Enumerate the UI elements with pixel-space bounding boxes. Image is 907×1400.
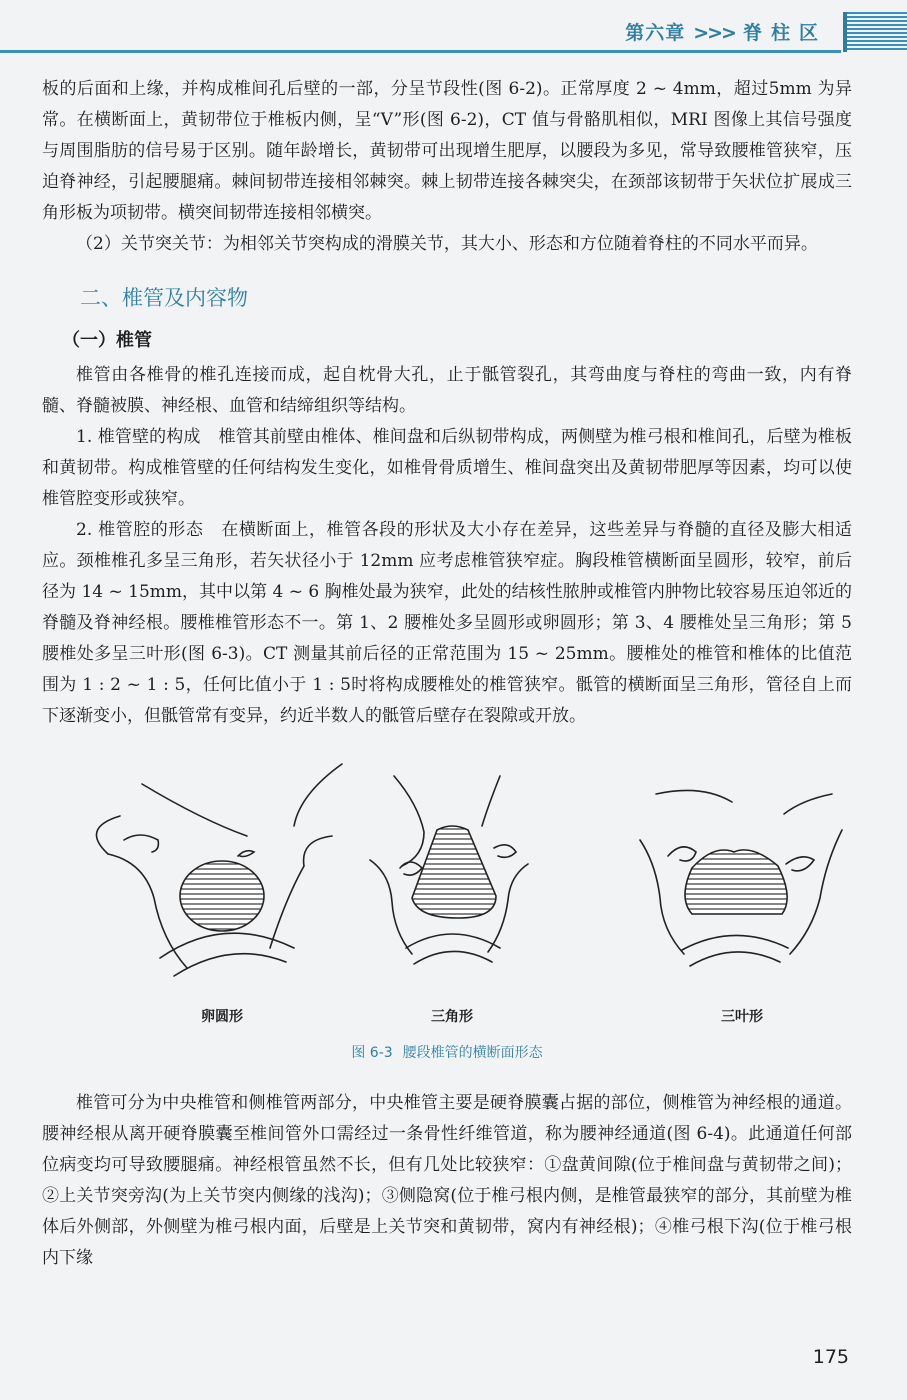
chapter-label: 第六章: [625, 22, 686, 44]
trefoil-canal-diagram: [640, 790, 842, 966]
oval-canal-diagram: [96, 764, 342, 976]
caption-number: 图 6-3: [351, 1045, 393, 1061]
header-arrows-icon: >>>: [693, 22, 735, 44]
item-1-text: 椎管其前壁由椎体、椎间盘和后纵韧带构成，两侧壁为椎弓根和椎间孔，后壁为椎板和黄韧带。构成椎管壁的任何结构发生变化，如椎骨骨质增生、椎间盘突出及黄韧带肥厚等因素，均可以使椎管腔变形或狭窄。: [42, 427, 852, 509]
label-trefoil: 三叶形: [721, 1009, 763, 1025]
header-title: [625, 18, 827, 45]
figure-6-3: [42, 748, 852, 1061]
subsection-heading: （一）椎管: [62, 330, 152, 351]
caption-text: 腰段椎管的横断面形态: [402, 1045, 543, 1061]
page-number: 175: [812, 1346, 849, 1368]
item-1-title: 1. 椎管壁的构成: [76, 427, 201, 447]
paragraph-lateral-canal: 椎管可分为中央椎管和侧椎管两部分，中央椎管主要是硬脊膜囊占据的部位，侧椎管为神经根的通道。腰神经根从离开硬脊膜囊至椎间管外口需经过一条骨性纤维管道，称为腰神经通道(图 6-4)。此通道任何部位病变均可导致腰腿痛。神经根管虽然不长，但有几处比较狭窄：①盘黄间隙(位于椎间盘与黄韧带之间)；②上关节突旁沟(为上关节突内侧缘的浅沟)；③侧隐窝(位于椎弓根内侧，是椎管最狭窄的部分，其前壁为椎体后外侧部，外侧壁为椎弓根内面，后壁是上关节突和黄韧带，窝内有神经根)；④椎弓根下沟(位于椎弓根内下缘: [42, 1093, 852, 1268]
item-2-title: 2. 椎管腔的形态: [76, 520, 204, 540]
label-triangle: 三角形: [431, 1009, 473, 1025]
header-stripes-decoration: [847, 12, 907, 52]
paragraph-facet-joint: （2）关节突关节：为相邻关节突构成的滑膜关节，其大小、形态和方位随着脊柱的不同水平而异。: [76, 234, 818, 254]
paragraph-item-1: [42, 422, 852, 515]
section-heading: 二、椎管及内容物: [80, 286, 248, 310]
paragraph-intro: 椎管由各椎骨的椎孔连接而成，起自枕骨大孔，止于骶管裂孔，其弯曲度与脊柱的弯曲一致，内有脊髓、脊髓被膜、神经根、血管和结缔组织等结构。: [42, 365, 852, 416]
triangle-canal-diagram: [370, 776, 528, 964]
paragraph-continued: 板的后面和上缘，并构成椎间孔后壁的一部，分呈节段性(图 6-2)。正常厚度 2 ~ 4mm，超过5mm 为异常。在横断面上，黄韧带位于椎板内侧，呈“V”形(图 6-2)，CT 值与骨骼肌相似，MRI 图像上其信号强度与周围脂肪的信号易于区别。随年龄增长，黄韧带可出现增生肥厚，以腰段为多见，常导致腰椎管狭窄，压迫脊神经，引起腰腿痛。棘间韧带连接相邻棘突。棘上韧带连接各棘突尖，在颈部该韧带于矢状位扩展成三角形板为项韧带。横突间韧带连接相邻横突。: [42, 79, 852, 223]
page-body: [42, 74, 852, 1274]
label-oval: 卵圆形: [201, 1009, 243, 1025]
running-header: [0, 0, 907, 56]
section-label: 脊柱区: [742, 22, 827, 44]
item-2-text: 在横断面上，椎管各段的形状及大小存在差异，这些差异与脊髓的直径及膨大相适应。颈椎椎孔多呈三角形，若矢状径小于 12mm 应考虑椎管狭窄症。胸段椎管横断面呈圆形，较窄，前后径为 14 ~ 15mm，其中以第 4 ~ 6 胸椎处最为狭窄，此处的结核性脓肿或椎管内肿物比较容易压迫邻近的脊髓及脊神经根。腰椎椎管形态不一。第 1、2 腰椎处多呈圆形或卵圆形；第 3、4 腰椎处呈三角形；第 5 腰椎处多呈三叶形(图 6-3)。CT 测量其前后径的正常范围为 15 ~ 25mm。腰椎处的椎管和椎体的比值范围为 1 : 2 ~ 1 : 5，任何比值小于 1 : 5时将构成腰椎处的椎管狭窄。骶管的横断面呈三角形，管径自上而下逐渐变小，但骶管常有变异，约近半数人的骶管后壁存在裂隙或开放。: [42, 520, 853, 726]
figure-caption: [351, 1042, 542, 1062]
figure-diagrams: [42, 748, 852, 1038]
header-rule: [0, 50, 841, 53]
paragraph-item-2: [42, 515, 852, 732]
